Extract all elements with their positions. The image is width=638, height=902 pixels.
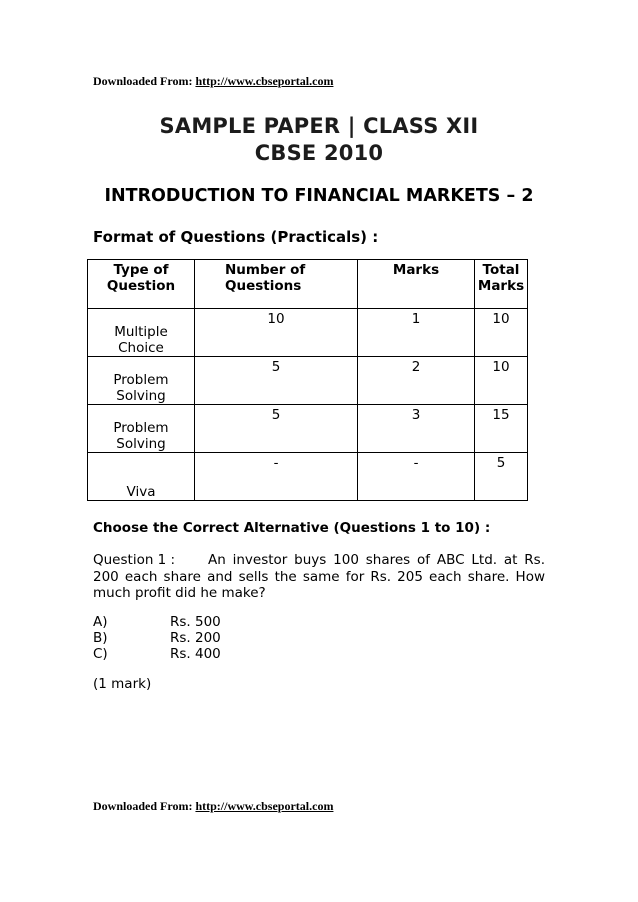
cell-marks: - bbox=[358, 453, 475, 501]
cell-type: Problem Solving bbox=[88, 405, 195, 453]
option-letter: C) bbox=[93, 646, 108, 662]
source-link[interactable]: http://www.cbseportal.com bbox=[195, 74, 334, 88]
question-text: An investor buys 100 shares of ABC Ltd. at Rs. 200 each share and sells the same for Rs. 205 each share. How much profit did he make? bbox=[93, 552, 545, 601]
source-prefix: Downloaded From: bbox=[93, 74, 193, 88]
col-header-number: Number of Questions bbox=[195, 260, 358, 309]
choose-heading: Choose the Correct Alternative (Questions 1 to 10) : bbox=[93, 520, 491, 536]
cell-number: 10 bbox=[195, 309, 358, 357]
question-label: Question 1 : bbox=[93, 552, 176, 568]
download-source-header bbox=[93, 74, 333, 89]
cell-number: 5 bbox=[195, 357, 358, 405]
cell-type: Viva bbox=[88, 453, 195, 501]
cell-number: 5 bbox=[195, 405, 358, 453]
table-row bbox=[88, 453, 528, 501]
col-header-marks: Marks bbox=[358, 260, 475, 309]
cell-type: Problem Solving bbox=[88, 357, 195, 405]
option-letter: B) bbox=[93, 630, 108, 646]
cell-total: 10 bbox=[475, 357, 528, 405]
download-source-footer bbox=[93, 799, 333, 814]
table-row bbox=[88, 405, 528, 453]
question-1 bbox=[93, 552, 545, 602]
cell-type: Multiple Choice bbox=[88, 309, 195, 357]
cell-marks: 3 bbox=[358, 405, 475, 453]
paper-title: SAMPLE PAPER | CLASS XII bbox=[159, 114, 479, 138]
source-prefix: Downloaded From: bbox=[93, 799, 193, 813]
col-header-total: Total Marks bbox=[475, 260, 528, 309]
table-row bbox=[88, 309, 528, 357]
question-mark: (1 mark) bbox=[93, 676, 152, 692]
option-value: Rs. 400 bbox=[170, 646, 221, 662]
subject-title: INTRODUCTION TO FINANCIAL MARKETS – 2 bbox=[104, 186, 534, 206]
cell-total: 5 bbox=[475, 453, 528, 501]
table-header-row bbox=[88, 260, 528, 309]
option-value: Rs. 500 bbox=[170, 614, 221, 630]
option-value: Rs. 200 bbox=[170, 630, 221, 646]
cell-total: 15 bbox=[475, 405, 528, 453]
cell-marks: 2 bbox=[358, 357, 475, 405]
paper-year: CBSE 2010 bbox=[254, 141, 384, 165]
option-letter: A) bbox=[93, 614, 108, 630]
source-link[interactable]: http://www.cbseportal.com bbox=[195, 799, 334, 813]
cell-total: 10 bbox=[475, 309, 528, 357]
question-format-table bbox=[87, 259, 528, 501]
format-heading: Format of Questions (Practicals) : bbox=[93, 228, 379, 246]
table-row bbox=[88, 357, 528, 405]
col-header-type: Type of Question bbox=[88, 260, 195, 309]
cell-number: - bbox=[195, 453, 358, 501]
cell-marks: 1 bbox=[358, 309, 475, 357]
